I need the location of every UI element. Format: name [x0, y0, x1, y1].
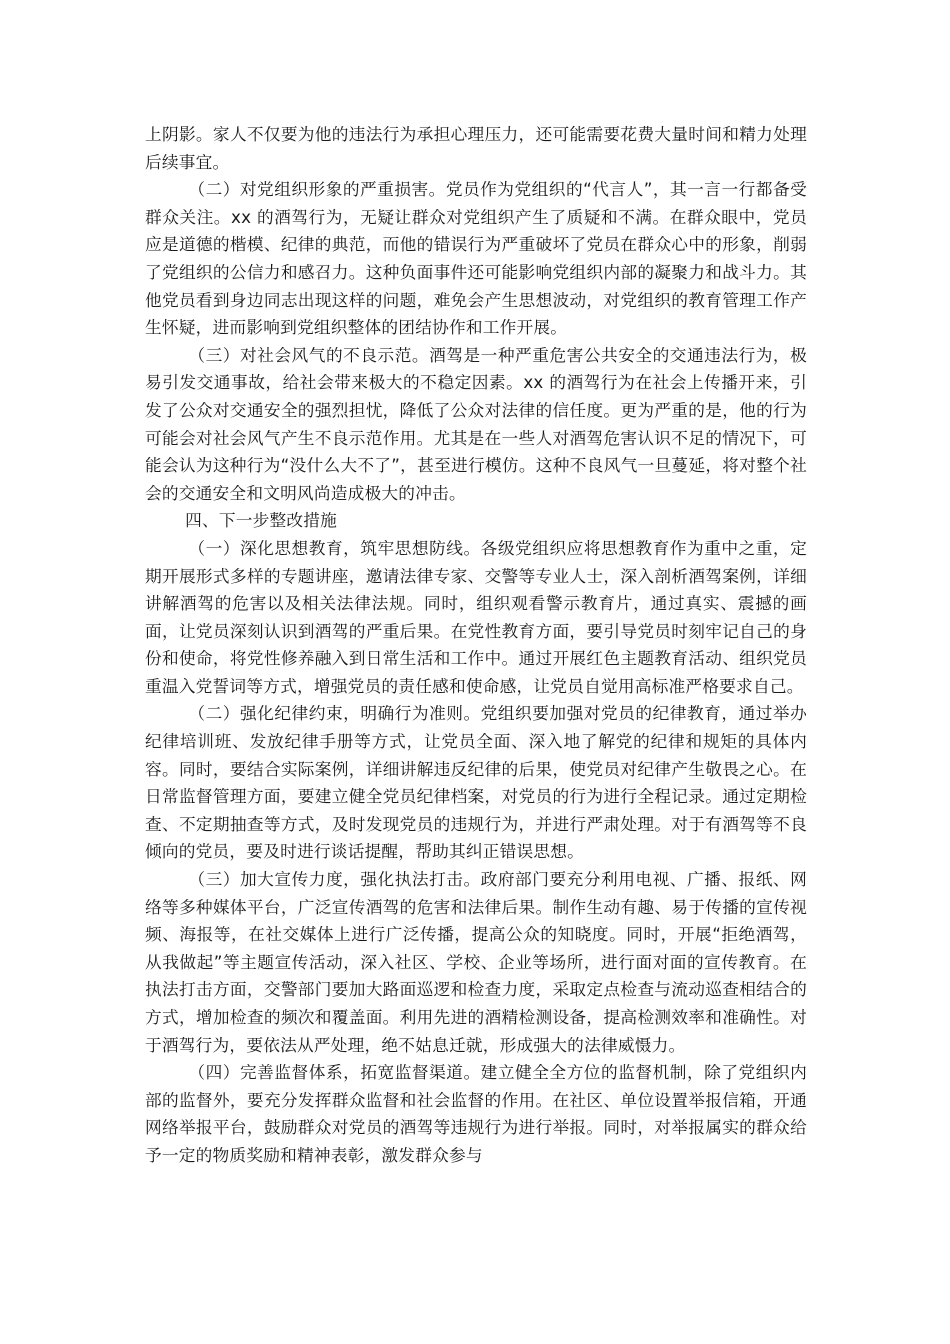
section-heading-rectification: 四、下一步整改措施: [185, 510, 338, 531]
document-page: [145, 121, 807, 1170]
paragraph-discipline: （二）强化纪律约束，明确行为准则。党组织要加强对党员的纪律教育，通过举办纪律培训班、发放纪律手册等方式，让党员全面、深入地了解党的纪律和规矩的具体内容。同时，要结合实际案例，详细讲解违反纪律的后果，使党员对纪律产生敬畏之心。在日常监督管理方面，要建立健全党员纪律档案，对党员的行为进行全程记录。通过定期检查、不定期抽查等方式，及时发现党员的违规行为，并进行严肃处理。对于有酒驾等不良倾向的党员，要及时进行谈话提醒，帮助其纠正错误思想。: [145, 703, 807, 862]
paragraph-supervision: （四）完善监督体系，拓宽监督渠道。建立健全全方位的监督机制，除了党组织内部的监督外，要充分发挥群众监督和社会监督的作用。在社区、单位设置举报信箱，开通网络举报平台，鼓励群众对党员的酒驾等违规行为进行举报。同时，对举报属实的群众给予一定的物质奖励和精神表彰，激发群众参与: [145, 1062, 807, 1165]
paragraph-ideological-education: （一）深化思想教育，筑牢思想防线。各级党组织应将思想教育作为重中之重，定期开展形式多样的专题讲座，邀请法律专家、交警等专业人士，深入剖析酒驾案例，详细讲解酒驾的危害以及相关法律法规。同时，组织观看警示教育片，通过真实、震撼的画面，让党员深刻认识到酒驾的严重后果。在党性教育方面，要引导党员时刻牢记自己的身份和使命，将党性修养融入到日常生活和工作中。通过开展红色主题教育活动、组织党员重温入党誓词等方式，增强党员的责任感和使命感，让党员自觉用高标准严格要求自己。: [145, 537, 807, 696]
paragraph-social-ethos: （三）对社会风气的不良示范。酒驾是一种严重危害公共安全的交通违法行为，极易引发交通事故，给社会带来极大的不稳定因素。xx 的酒驾行为在社会上传播开来，引发了公众对交通安全的强烈担忧，降低了公众对法律的信任度。更为严重的是，他的行为可能会对社会风气产生不良示范作用。尤其是在一些人对酒驾危害认识不足的情况下，可能会认为这种行为“没什么大不了”，甚至进行模仿。这种不良风气一旦蔓延，将对整个社会的交通安全和文明风尚造成极大的冲击。: [145, 344, 807, 503]
paragraph-publicity-enforcement: （三）加大宣传力度，强化执法打击。政府部门要充分利用电视、广播、报纸、网络等多种媒体平台，广泛宣传酒驾的危害和法律后果。制作生动有趣、易于传播的宣传视频、海报等，在社交媒体上进行广泛传播，提高公众的知晓度。同时，开展“拒绝酒驾，从我做起”等主题宣传活动，深入社区、学校、企业等场所，进行面对面的宣传教育。在执法打击方面，交警部门要加大路面巡逻和检查力度，采取定点检查与流动巡查相结合的方式，增加检查的频次和覆盖面。利用先进的酒精检测设备，提高检测效率和准确性。对于酒驾行为，要依法从严处理，绝不姑息迁就，形成强大的法律威慑力。: [145, 869, 807, 1055]
paragraph-continuation: 上阴影。家人不仅要为他的违法行为承担心理压力，还可能需要花费大量时间和精力处理后续事宜。: [145, 124, 807, 172]
paragraph-party-image: （二）对党组织形象的严重损害。党员作为党组织的“代言人”，其一言一行都备受群众关注。xx 的酒驾行为，无疑让群众对党组织产生了质疑和不满。在群众眼中，党员应是道德的楷模、纪律的典范，而他的错误行为严重破坏了党员在群众心中的形象，削弱了党组织的公信力和感召力。这种负面事件还可能影响党组织内部的凝聚力和战斗力。其他党员看到身边同志出现这样的问题，难免会产生思想波动，对党组织的教育管理工作产生怀疑，进而影响到党组织整体的团结协作和工作开展。: [145, 179, 807, 338]
